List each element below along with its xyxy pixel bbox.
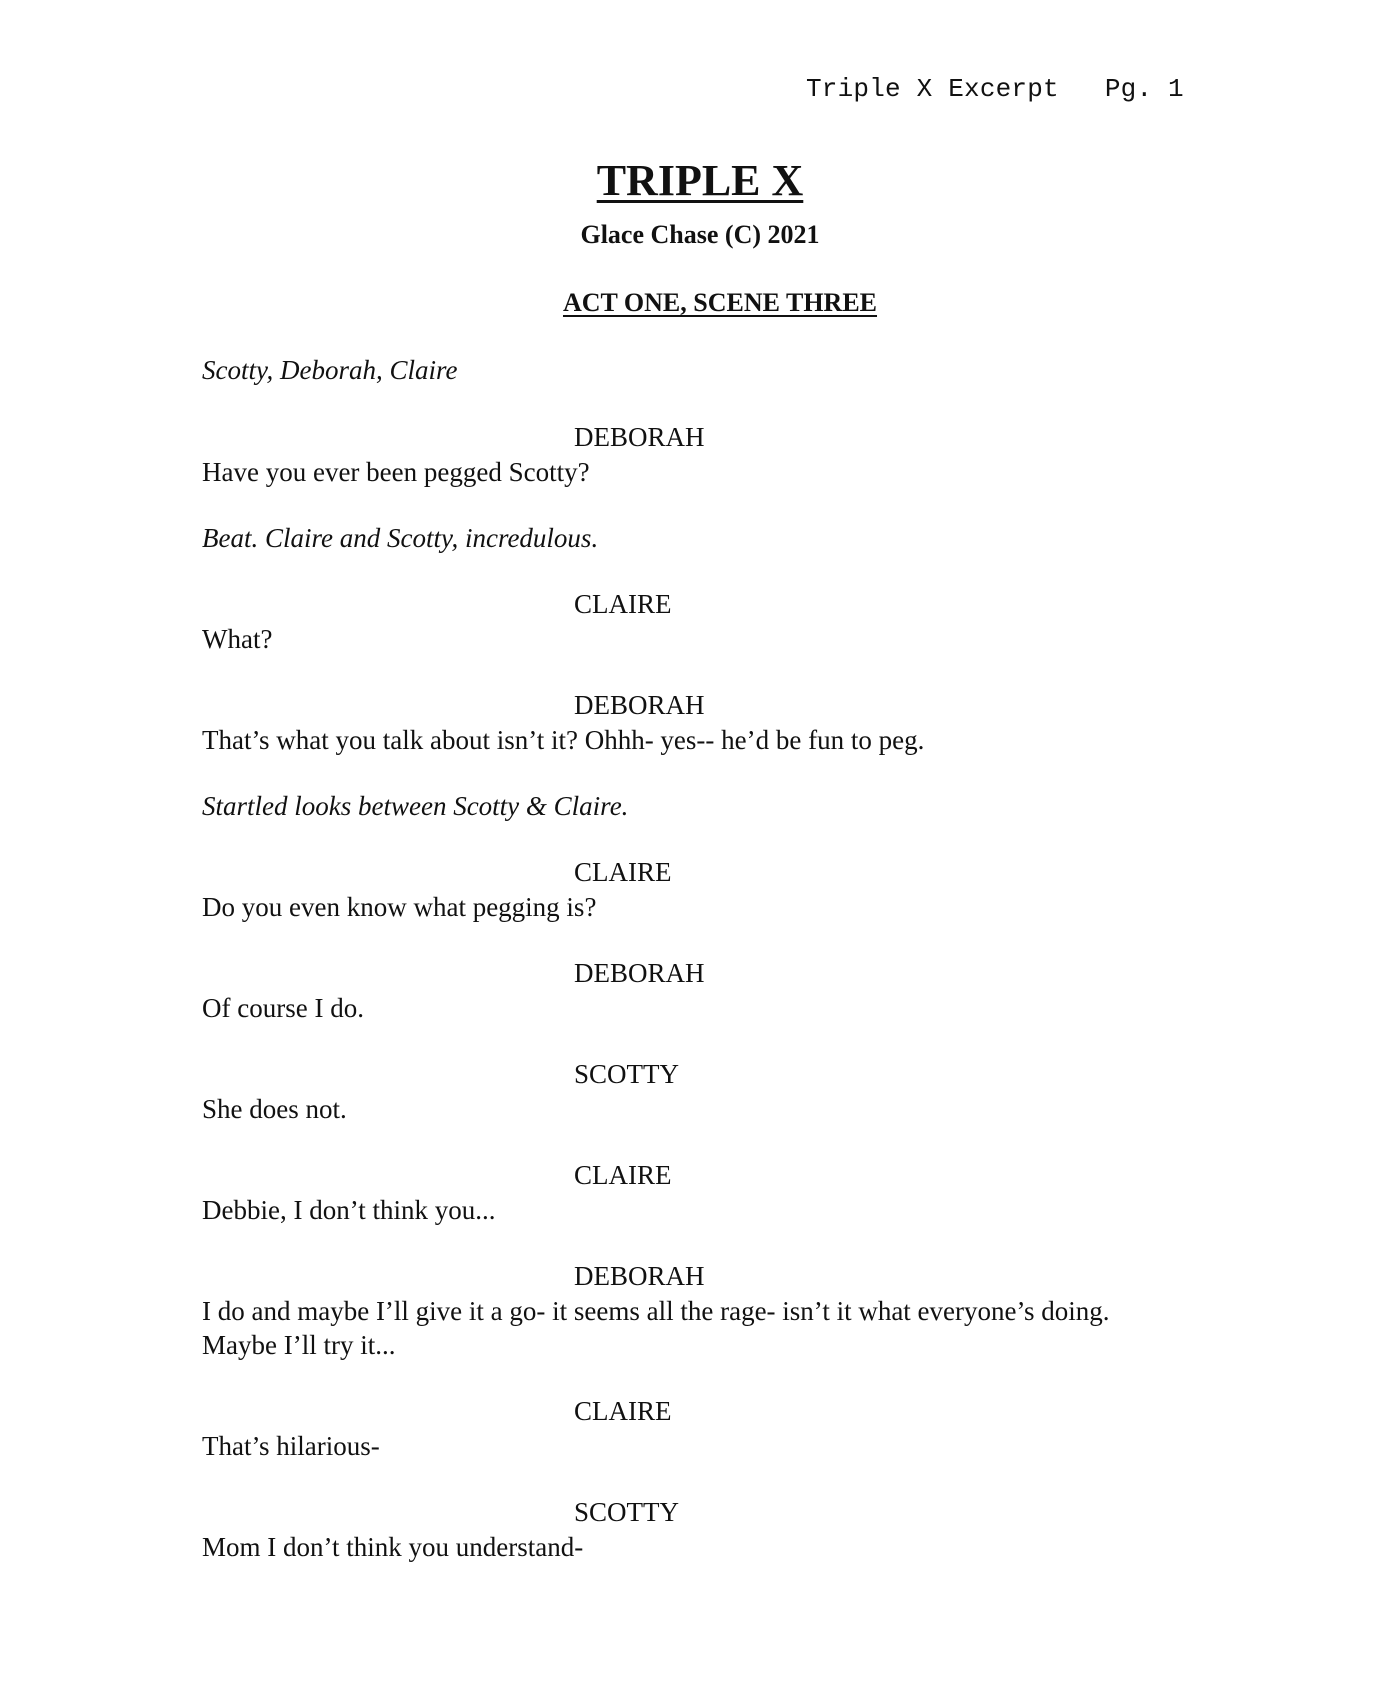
play-title: TRIPLE X — [596, 156, 804, 205]
dialogue-line: Do you even know what pegging is? — [202, 892, 597, 922]
scene-heading: ACT ONE, SCENE THREE — [562, 288, 878, 317]
page-header — [806, 74, 1184, 104]
header-page-label: Pg. 1 — [1104, 74, 1184, 104]
character-name: DEBORAH — [574, 422, 705, 452]
character-name: DEBORAH — [574, 690, 705, 720]
dialogue-line: I do and maybe I’ll give it a go- it seems all the rage- isn’t it what everyone’s doing. — [202, 1296, 1110, 1326]
dialogue-line: What? — [202, 624, 273, 654]
dialogue-line: Mom I don’t think you understand- — [202, 1532, 584, 1562]
header-doc-label: Triple X Excerpt — [806, 74, 1059, 104]
character-name: SCOTTY — [574, 1497, 680, 1527]
character-name: CLAIRE — [574, 1396, 672, 1426]
dialogue-line: That’s hilarious- — [202, 1431, 380, 1461]
dialogue-line: Debbie, I don’t think you... — [202, 1195, 496, 1225]
stage-direction: Startled looks between Scotty & Claire. — [202, 791, 629, 821]
character-name: CLAIRE — [574, 857, 672, 887]
character-name: DEBORAH — [574, 958, 705, 988]
character-name: CLAIRE — [574, 589, 672, 619]
dialogue-line: Of course I do. — [202, 993, 364, 1023]
dialogue-line: She does not. — [202, 1094, 347, 1124]
byline: Glace Chase (C) 2021 — [580, 220, 820, 249]
dialogue-line: Have you ever been pegged Scotty? — [202, 457, 590, 487]
character-name: DEBORAH — [574, 1261, 705, 1291]
character-name: SCOTTY — [574, 1059, 680, 1089]
character-name: CLAIRE — [574, 1160, 672, 1190]
stage-direction: Beat. Claire and Scotty, incredulous. — [202, 523, 599, 553]
characters-line: Scotty, Deborah, Claire — [202, 355, 458, 385]
dialogue-line: That’s what you talk about isn’t it? Ohhh- yes-- he’d be fun to peg. — [202, 725, 925, 755]
dialogue-line-continued: Maybe I’ll try it... — [202, 1330, 396, 1360]
